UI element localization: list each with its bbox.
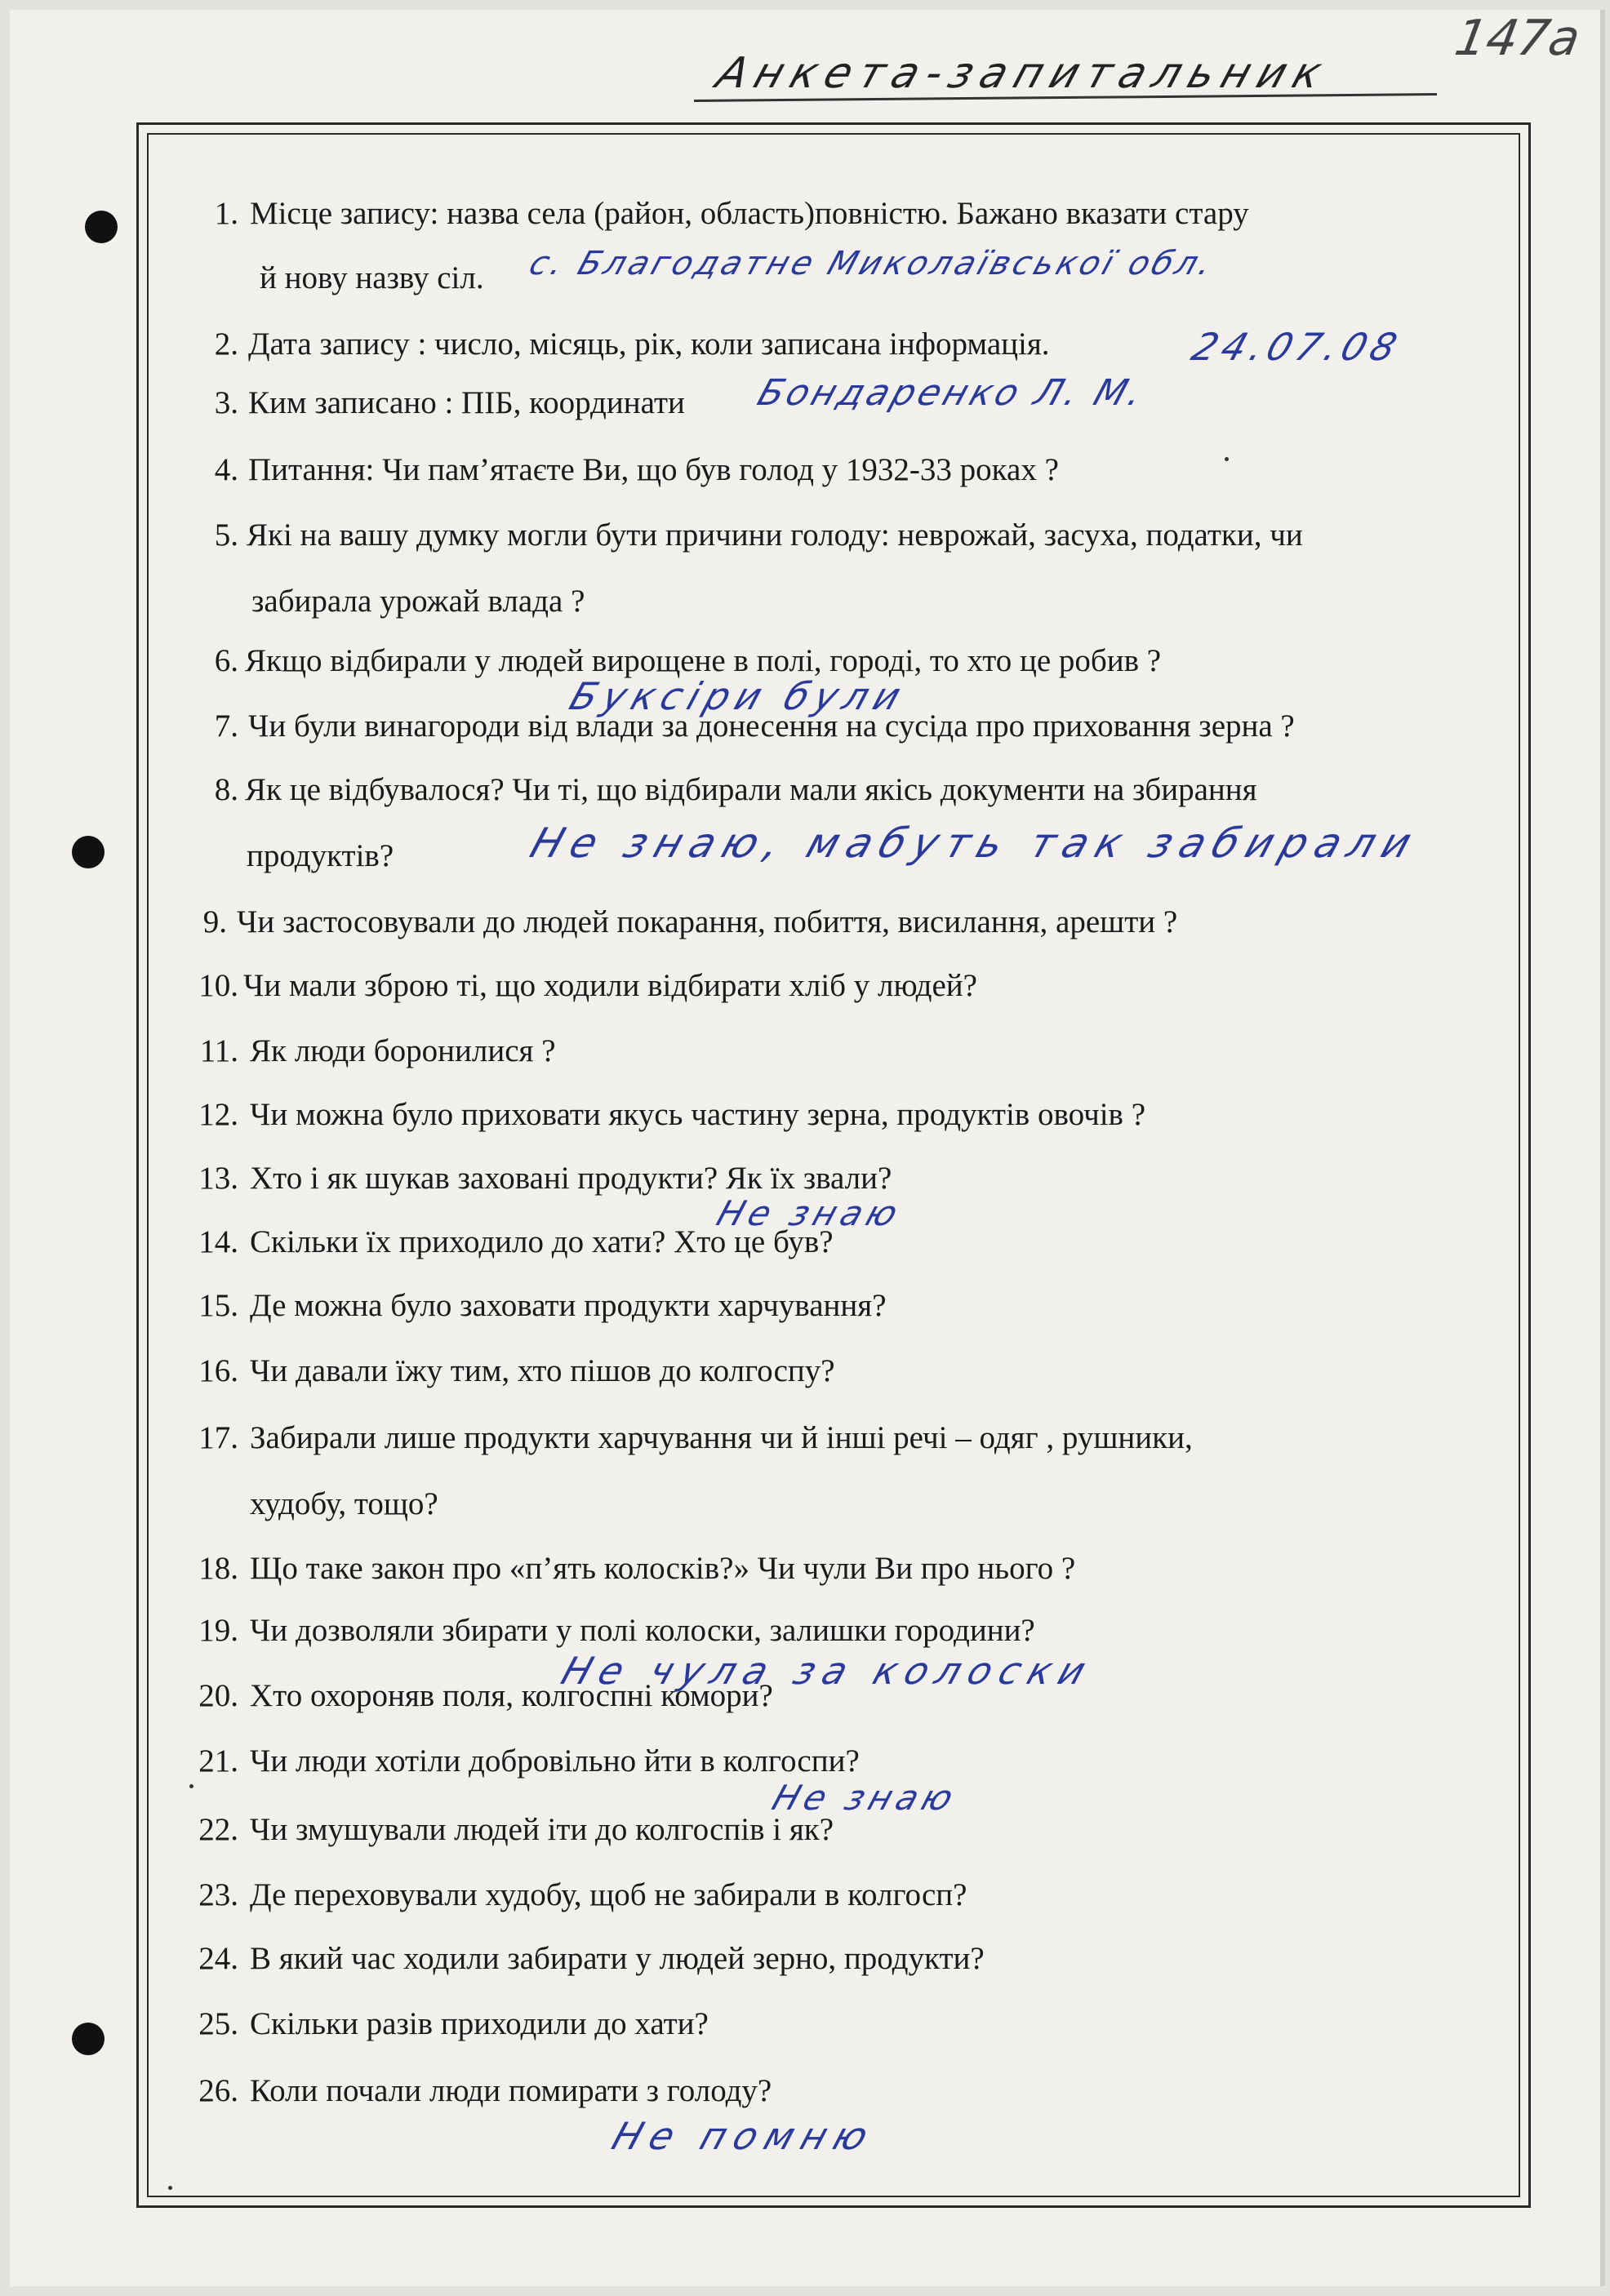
question-text: В який час ходили забирати у людей зерно, продукти? (250, 1941, 985, 1976)
question-text: Чи застосовували до людей покарання, побиття, висилання, арешти ? (237, 904, 1178, 939)
question-text: Скільки разів приходили до хати? (250, 2006, 709, 2041)
answer-q20: Не чула за колоски (556, 1649, 1100, 1693)
question-17-continued: худобу, тощо? (250, 1486, 438, 1521)
question-number: 20. (198, 1678, 238, 1713)
question-text: Чи змушували людей іти до колгоспів і як? (250, 1812, 834, 1847)
question-number: 14. (198, 1224, 238, 1259)
question-text: Забирали лише продукти харчування чи й інші речі – одяг , рушники, (250, 1420, 1193, 1455)
question-text: Чи люди хотіли добровільно йти в колгоспи? (250, 1743, 860, 1779)
question-number: 5. (214, 517, 238, 553)
question-number: 16. (198, 1353, 238, 1388)
question-text: Якщо відбирали у людей вирощене в полі, городі, то хто це робив ? (245, 643, 1162, 678)
question-number: 9. (202, 904, 227, 939)
ink-mark (1225, 457, 1229, 461)
question-number: 12. (198, 1097, 238, 1132)
binder-hole-bottom (72, 2023, 105, 2055)
question-text: Хто і як шукав заховані продукти? Як їх звали? (250, 1161, 892, 1196)
question-number: 25. (198, 2006, 238, 2041)
question-text: Чи можна було приховати якусь частину зерна, продуктів овочів ? (250, 1097, 1146, 1132)
answer-q22: Не знаю (767, 1778, 963, 1818)
answer-q8: Не знаю, мабуть так забирали (524, 819, 1426, 867)
question-text: Де переховували худобу, щоб не забирали в колгосп? (250, 1877, 967, 1912)
question-text: Ким записано : ПІБ, координати (248, 385, 685, 420)
question-number: 7. (214, 708, 238, 744)
question-text: Які на вашу думку могли бути причини голоду: неврожай, засуха, податки, чи (247, 517, 1303, 553)
question-number: 11. (199, 1033, 238, 1068)
answer-q7: Буксіри були (564, 674, 914, 718)
question-text: Місце запису: назва села (район, область)повністю. Бажано вказати стару (250, 196, 1249, 231)
question-text: Де можна було заховати продукти харчування? (250, 1288, 887, 1323)
question-text: Скільки їх приходило до хати? Хто це був? (250, 1224, 834, 1259)
page-number: 147а (1450, 10, 1585, 67)
question-5-continued: забирала урожай влада ? (251, 584, 585, 619)
question-number: 10. (198, 968, 238, 1003)
binder-hole-top (85, 211, 118, 243)
answer-q2-date: 24.07.08 (1186, 325, 1408, 369)
question-text: Чи мали зброю ті, що ходили відбирати хліб у людей? (243, 968, 977, 1003)
question-number: 2. (214, 326, 238, 362)
answer-q1-location: с. Благодатне Миколаївської обл. (524, 245, 1221, 282)
question-text: Як люди боронилися ? (250, 1033, 556, 1068)
answer-q14: Не знаю (712, 1193, 908, 1233)
question-number: 8. (214, 772, 238, 807)
ink-mark (189, 1784, 193, 1788)
question-number: 17. (198, 1420, 238, 1455)
ink-mark (168, 2186, 172, 2190)
question-number: 13. (198, 1161, 238, 1196)
question-text: Що таке закон про «п’ять колосків?» Чи чули Ви про нього ? (250, 1551, 1076, 1586)
question-number: 26. (198, 2073, 238, 2108)
question-text: Як це відбувалося? Чи ті, що відбирали мали якісь документи на збирання (245, 772, 1257, 807)
question-text: Коли почали люди помирати з голоду? (250, 2073, 772, 2108)
question-number: 21. (198, 1743, 238, 1779)
question-8-continued: продуктів? (247, 838, 394, 873)
question-text: Чи були винагороди від влади за донесення на сусіда про приховання зерна ? (248, 708, 1295, 744)
question-number: 22. (198, 1812, 238, 1847)
question-text: Питання: Чи пам’ятаєте Ви, що був голод у 1932-33 роках ? (248, 452, 1059, 487)
binder-hole-middle (72, 836, 105, 868)
answer-q26: Не помню (607, 2114, 883, 2158)
answer-q3-recorder: Бондаренко Л. М. (752, 372, 1151, 414)
question-text: Чи дозволяли збирати у полі колоски, залишки городини? (250, 1613, 1035, 1648)
question-number: 6. (214, 643, 238, 678)
question-text: Хто охороняв поля, колгоспні комори? (250, 1678, 773, 1713)
question-number: 23. (198, 1877, 238, 1912)
question-number: 4. (214, 452, 238, 487)
form-title: Анкета-запитальник (710, 49, 1336, 98)
question-number: 15. (198, 1288, 238, 1323)
question-1-continued: й нову назву сіл. (260, 260, 484, 295)
question-number: 24. (198, 1941, 238, 1976)
question-number: 18. (198, 1551, 238, 1586)
question-number: 3. (214, 385, 238, 420)
question-number: 19. (198, 1613, 238, 1648)
question-number: 1. (214, 196, 238, 231)
question-text: Дата запису : число, місяць, рік, коли записана інформація. (248, 326, 1050, 362)
question-text: Чи давали їжу тим, хто пішов до колгоспу? (250, 1353, 835, 1388)
